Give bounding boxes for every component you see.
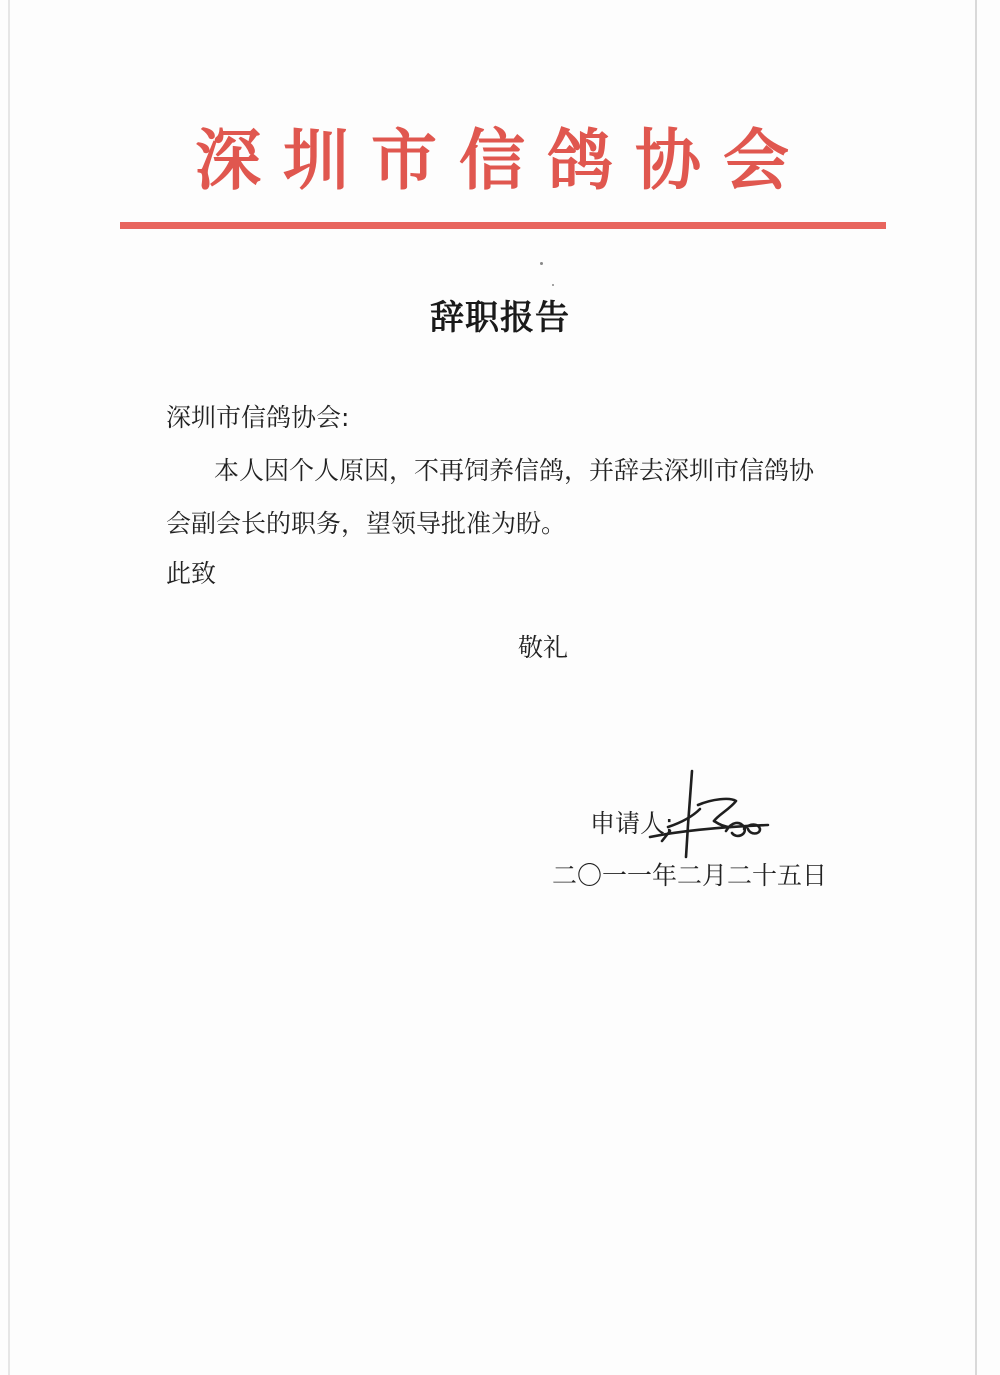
letterhead-red-rule (120, 222, 886, 229)
scan-edge-right (975, 0, 977, 1375)
body-paragraph-line-1: 本人因个人原因，不再饲养信鸽，并辞去深圳市信鸽协 (214, 456, 815, 485)
scan-speck (540, 262, 543, 265)
closing-phrase-1: 此致 (166, 559, 217, 588)
letterhead-organization-name: 深圳市信鸽协会 (195, 121, 811, 199)
body-paragraph-line-2: 会副会长的职务，望领导批准为盼。 (166, 509, 567, 538)
date-line: 二〇一一年二月二十五日 (552, 861, 828, 890)
scan-speck (552, 284, 554, 286)
closing-phrase-2: 敬礼 (518, 633, 569, 662)
handwritten-signature (640, 765, 780, 875)
scan-edge-left (8, 0, 10, 1375)
salutation: 深圳市信鸽协会: (166, 403, 350, 432)
applicant-label: 申请人: (590, 809, 674, 838)
document-title: 辞职报告 (430, 298, 570, 338)
